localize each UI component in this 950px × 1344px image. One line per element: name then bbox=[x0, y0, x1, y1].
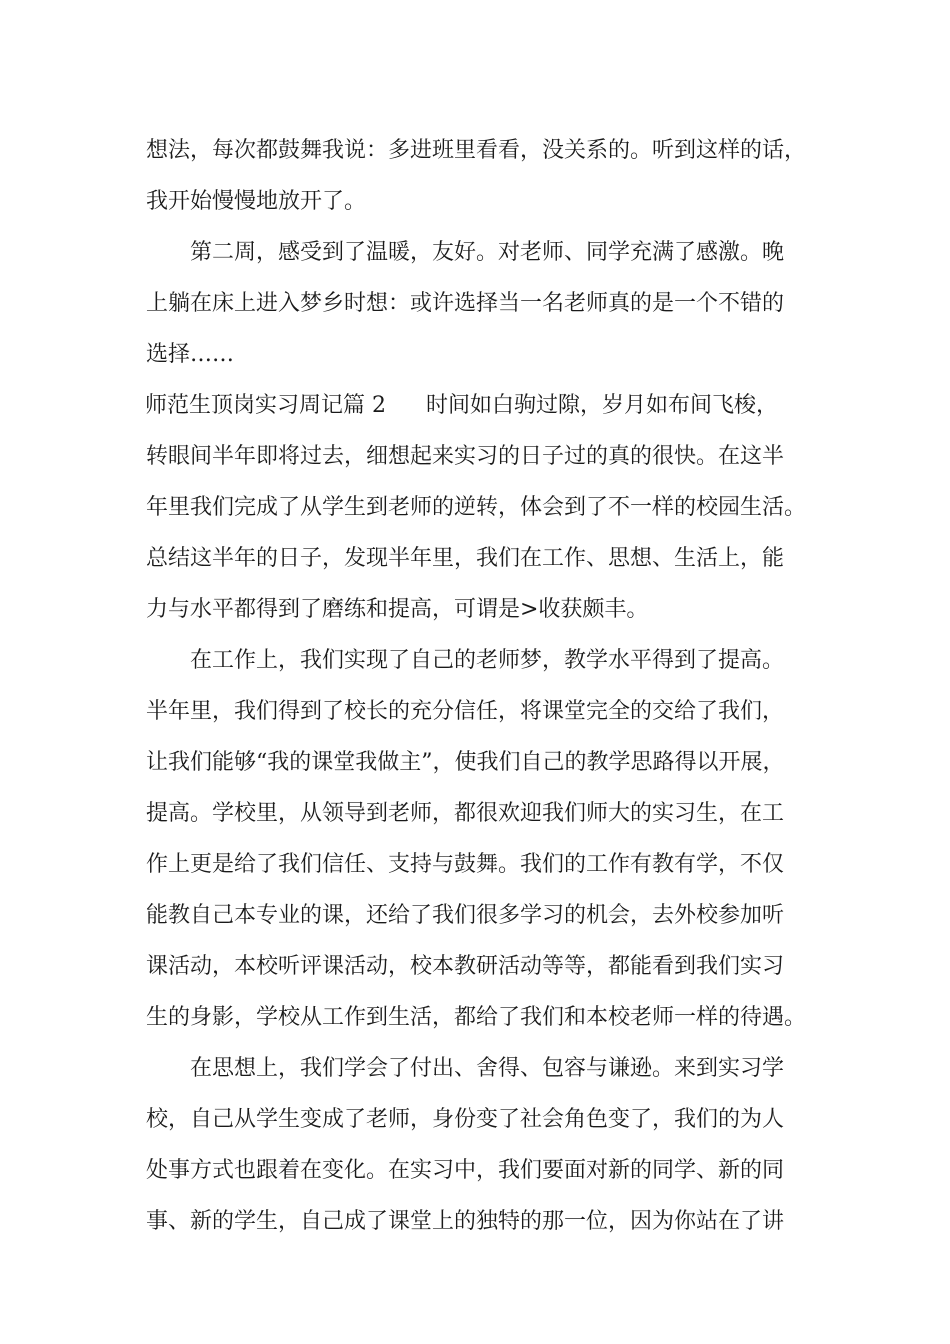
text-line: 生的身影，学校从工作到生活，都给了我们和本校老师一样的待遇。 bbox=[146, 1005, 807, 1030]
text-line: 处事方式也跟着在变化。在实习中，我们要面对新的同学、新的同 bbox=[146, 1158, 785, 1183]
text-line: 作上更是给了我们信任、支持与鼓舞。我们的工作有教有学，不仅 bbox=[146, 852, 785, 877]
text-line: 提高。学校里，从领导到老师，都很欢迎我们师大的实习生，在工 bbox=[146, 801, 785, 826]
section-heading: 师范生顶岗实习周记篇 2 bbox=[145, 393, 386, 418]
text-line: 在工作上，我们实现了自己的老师梦，教学水平得到了提高。 bbox=[190, 648, 785, 673]
text-line: 我开始慢慢地放开了。 bbox=[146, 189, 367, 214]
body-text bbox=[146, 125, 826, 1247]
text-line: 课活动，本校听评课活动，校本教研活动等等，都能看到我们实习 bbox=[146, 954, 785, 979]
text-line: 转眼间半年即将过去，细想起来实习的日子过的真的很快。在这半 bbox=[146, 444, 785, 469]
text-line: 选择…… bbox=[146, 342, 235, 367]
text-line: 上躺在床上进入梦乡时想：或许选择当一名老师真的是一个不错的 bbox=[146, 291, 785, 316]
heading-first-line-text: 时间如白驹过隙，岁月如布间飞梭， bbox=[426, 393, 779, 418]
text-line: 第二周，感受到了温暖，友好。对老师、同学充满了感激。晚 bbox=[190, 240, 785, 265]
text-line: 总结这半年的日子，发现半年里，我们在工作、思想、生活上，能 bbox=[146, 546, 785, 571]
text-line: 年里我们完成了从学生到老师的逆转，体会到了不一样的校园生活。 bbox=[146, 495, 807, 520]
text-line: 让我们能够“我的课堂我做主”，使我们自己的教学思路得以开展， bbox=[146, 750, 785, 775]
text-line: 想法，每次都鼓舞我说：多进班里看看，没关系的。听到这样的话， bbox=[146, 138, 807, 163]
text-line: 半年里，我们得到了校长的充分信任，将课堂完全的交给了我们， bbox=[146, 699, 785, 724]
section-heading-line bbox=[145, 380, 826, 431]
text-line: 能教自己本专业的课，还给了我们很多学习的机会，去外校参加听 bbox=[146, 903, 785, 928]
text-line: 力与水平都得到了磨练和提高，可谓是>收获颇丰。 bbox=[146, 597, 649, 622]
text-line: 在思想上，我们学会了付出、舍得、包容与谦逊。来到实习学 bbox=[190, 1056, 785, 1081]
text-line: 事、新的学生，自己成了课堂上的独特的那一位，因为你站在了讲 bbox=[146, 1209, 785, 1234]
text-line: 校，自己从学生变成了老师，身份变了社会角色变了，我们的为人 bbox=[146, 1107, 785, 1132]
